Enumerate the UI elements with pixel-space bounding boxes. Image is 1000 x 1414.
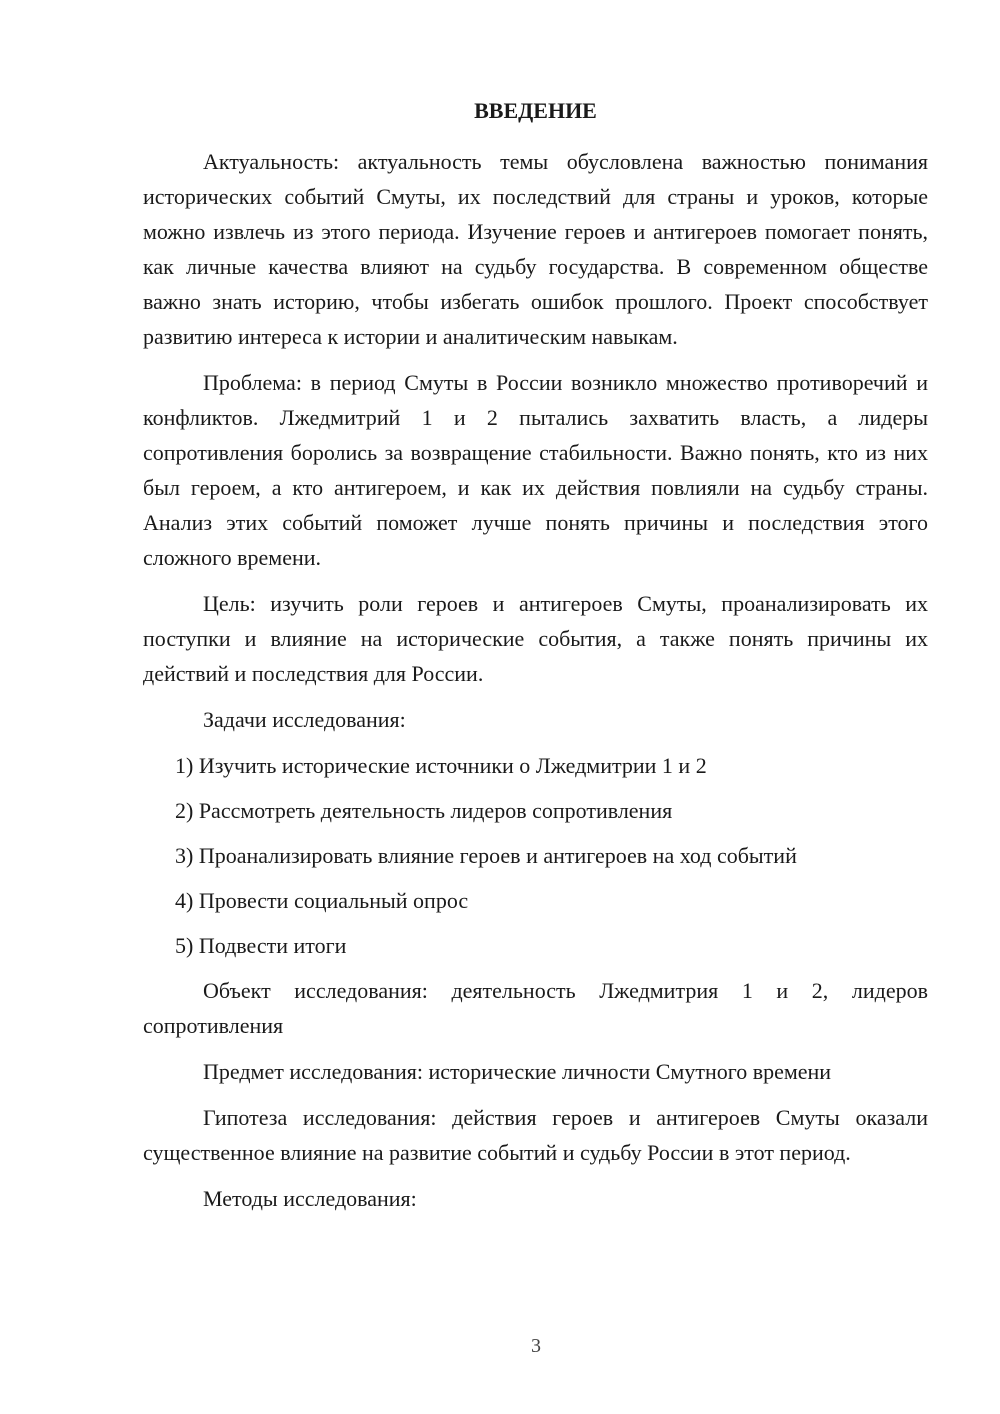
task-item-3: 3) Проанализировать влияние героев и антигероев на ход событий [175, 843, 797, 868]
task-item-2: 2) Рассмотреть деятельность лидеров сопротивления [175, 798, 673, 823]
hypothesis-paragraph: Гипотеза исследования: действия героев и антигероев Смуты оказали существенное влияние на развитие событий и судьбу России в этот период. [143, 1105, 928, 1165]
page-title: ВВЕДЕНИЕ [474, 98, 597, 123]
subject-paragraph: Предмет исследования: исторические личности Смутного времени [203, 1059, 832, 1084]
methods-heading: Методы исследования: [203, 1186, 417, 1211]
page-number: 3 [531, 1335, 541, 1357]
task-item-4: 4) Провести социальный опрос [175, 888, 469, 913]
tasks-list [143, 748, 928, 963]
object-paragraph: Объект исследования: деятельность Лжедмитрия 1 и 2, лидеров сопротивления [143, 978, 928, 1038]
task-item-1: 1) Изучить исторические источники о Лжедмитрии 1 и 2 [175, 753, 707, 778]
goal-paragraph: Цель: изучить роли героев и антигероев Смуты, проанализировать их поступки и влияние на исторические события, а также понять причины их действий и последствия для России. [143, 591, 928, 686]
tasks-heading: Задачи исследования: [203, 707, 406, 732]
problem-paragraph: Проблема: в период Смуты в России возникло множество противоречий и конфликтов. Лжедмитрий 1 и 2 пытались захватить власть, а лидеры сопротивления боролись за возвращение стабильности. Важно понять, кто из них был героем, а кто антигероем, и как их действия повлияли на судьбу страны. Анализ этих событий поможет лучше понять причины и последствия этого сложного времени. [143, 370, 928, 570]
relevance-paragraph: Актуальность: актуальность темы обусловлена важностью понимания исторических событий Смуты, их последствий для страны и уроков, которые можно извлечь из этого периода. Изучение героев и антигероев помогает понять, как личные качества влияют на судьбу государства. В современном обществе важно знать историю, чтобы избегать ошибок прошлого. Проект способствует развитию интереса к истории и аналитическим навыкам. [143, 149, 928, 349]
document-page [143, 95, 928, 1227]
task-item-5: 5) Подвести итоги [175, 933, 347, 958]
